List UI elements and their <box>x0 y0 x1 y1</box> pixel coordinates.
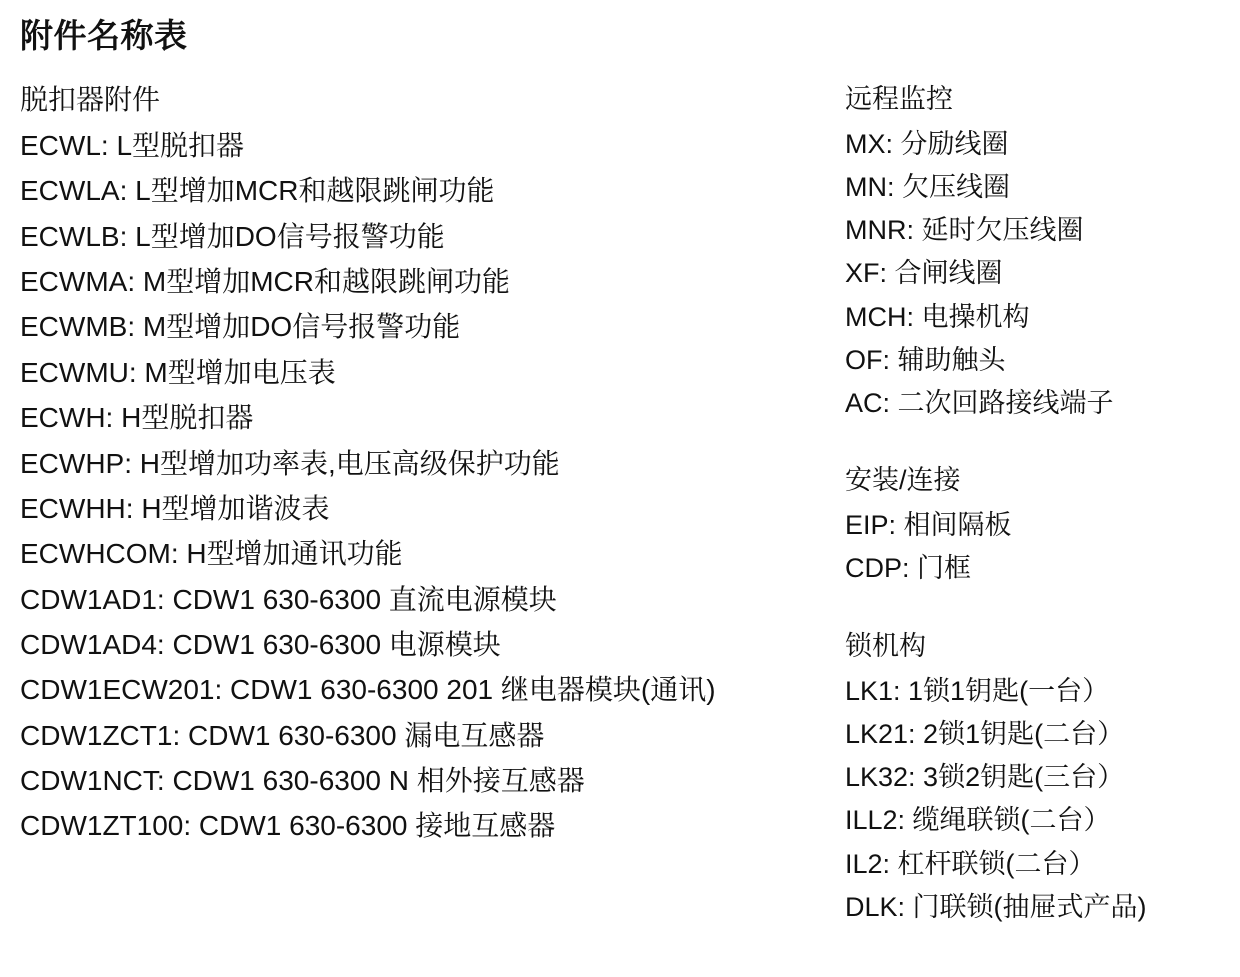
list-item: CDW1AD1: CDW1 630-6300 直流电源模块 <box>20 583 557 615</box>
list-item: CDW1AD4: CDW1 630-6300 电源模块 <box>20 628 501 660</box>
list-item: LK32: 3锁2钥匙(三台） <box>845 762 1125 793</box>
list-item: LK1: 1锁1钥匙(一台） <box>845 675 1110 706</box>
list-item: ECWLB: L型增加DO信号报警功能 <box>20 220 445 252</box>
group-heading: 安装/连接 <box>845 465 961 496</box>
list-item: ECWMU: M型增加电压表 <box>20 356 336 388</box>
list-item: ECWL: L型脱扣器 <box>20 129 245 161</box>
list-item: LK21: 2锁1钥匙(二台） <box>845 719 1125 750</box>
list-item: MN: 欠压线圈 <box>845 171 1010 202</box>
list-item: MCH: 电操机构 <box>845 301 1030 332</box>
group-trip-unit-accessories <box>20 78 780 849</box>
right-column <box>845 78 1240 929</box>
list-item: XF: 合闸线圈 <box>845 258 1003 289</box>
list-item: OF: 辅助触头 <box>845 344 1006 375</box>
list-item: ECWH: H型脱扣器 <box>20 402 254 434</box>
list-item: ECWHP: H型增加功率表,电压高级保护功能 <box>20 447 560 479</box>
page-title: 附件名称表 <box>20 17 188 54</box>
group-remote-monitoring <box>845 78 1240 426</box>
group-lock-mechanism <box>845 625 1240 929</box>
list-item: CDP: 门框 <box>845 553 972 584</box>
group-heading: 脱扣器附件 <box>20 83 161 115</box>
list-item: DLK: 门联锁(抽屉式产品) <box>845 891 1147 922</box>
list-item: CDW1NCT: CDW1 630-6300 N 相外接互感器 <box>20 765 585 797</box>
list-item: ECWLA: L型增加MCR和越限跳闸功能 <box>20 175 495 207</box>
list-item: CDW1ZCT1: CDW1 630-6300 漏电互感器 <box>20 719 545 751</box>
list-item: ECWHCOM: H型增加通讯功能 <box>20 538 403 570</box>
left-column <box>20 78 780 849</box>
group-heading: 锁机构 <box>845 630 926 661</box>
list-item: ECWMA: M型增加MCR和越限跳闸功能 <box>20 266 510 298</box>
list-item: IL2: 杠杆联锁(二台） <box>845 848 1096 879</box>
group-installation-connection <box>845 459 1240 591</box>
list-item: ECWHH: H型增加谐波表 <box>20 492 330 524</box>
list-item: EIP: 相间隔板 <box>845 510 1012 541</box>
list-item: AC: 二次回路接线端子 <box>845 387 1114 418</box>
list-item: CDW1ECW201: CDW1 630-6300 201 继电器模块(通讯) <box>20 674 716 706</box>
list-item: ECWMB: M型增加DO信号报警功能 <box>20 311 461 343</box>
list-item: CDW1ZT100: CDW1 630-6300 接地互感器 <box>20 810 556 842</box>
list-item: ILL2: 缆绳联锁(二台） <box>845 805 1111 836</box>
group-heading: 远程监控 <box>845 83 953 114</box>
list-item: MNR: 延时欠压线圈 <box>845 215 1084 246</box>
list-item: MX: 分励线圈 <box>845 128 1009 159</box>
